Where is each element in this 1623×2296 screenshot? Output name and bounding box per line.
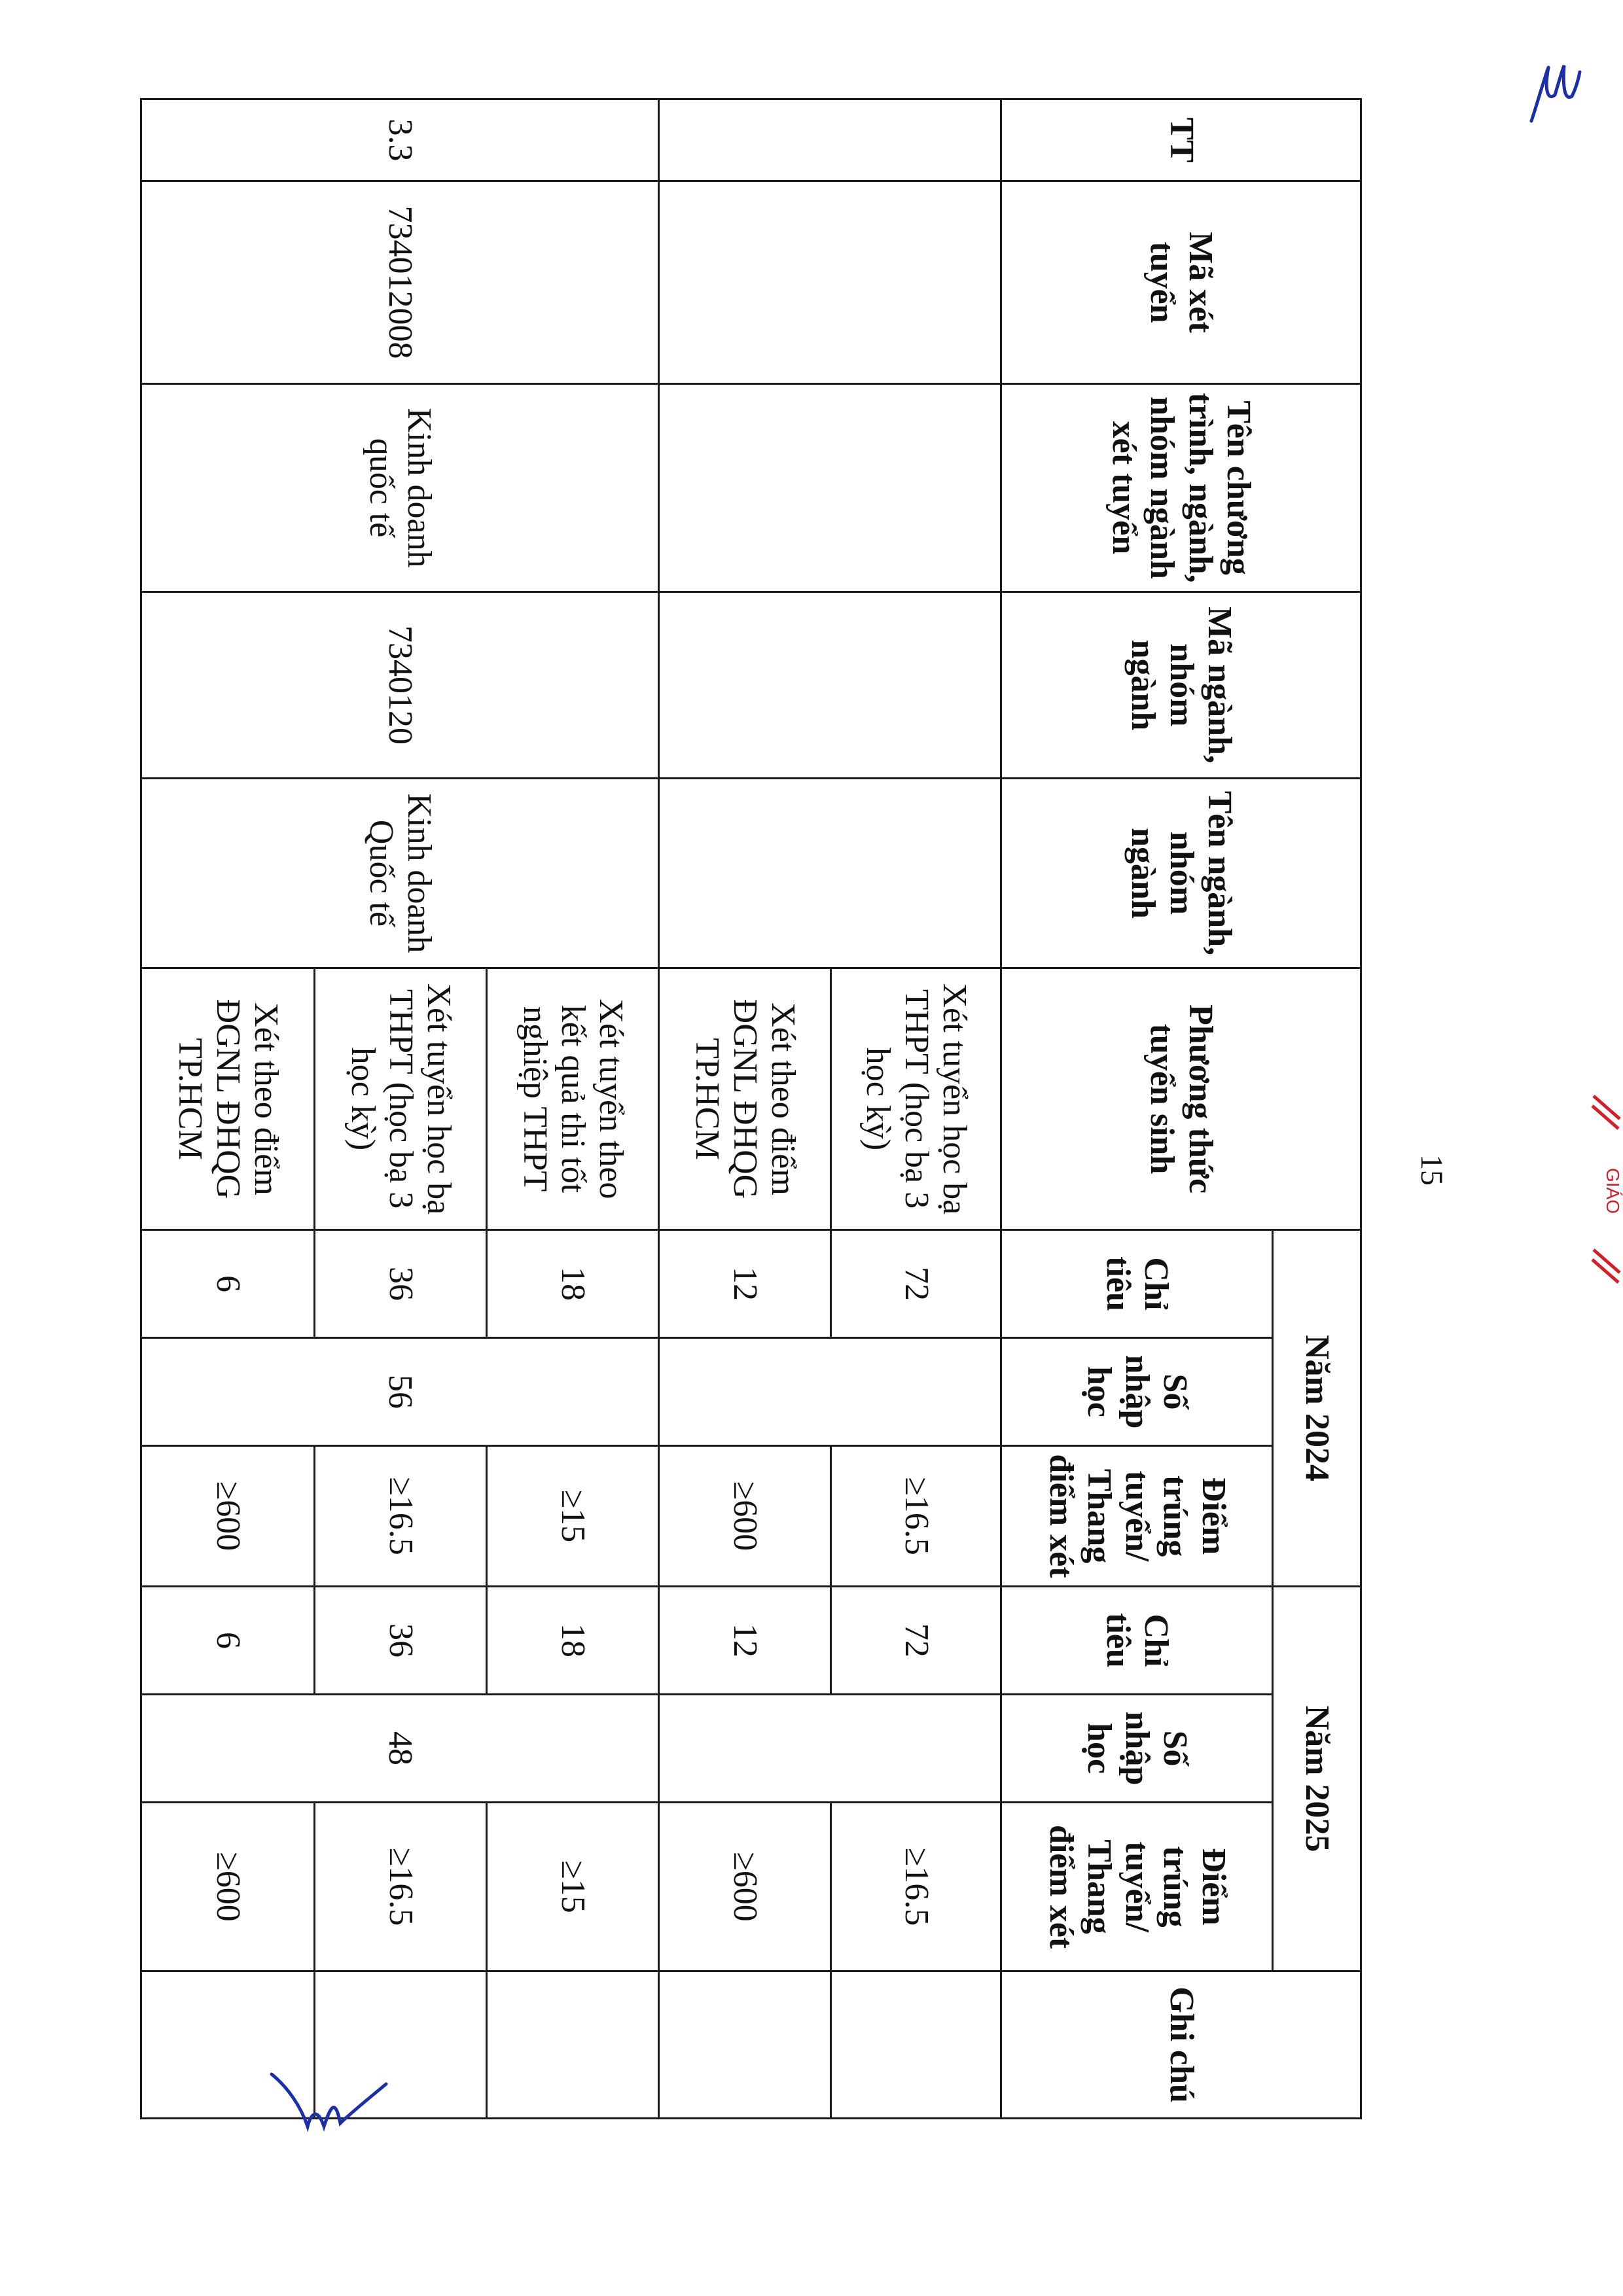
cell-phuong-thuc: Xét tuyển học bạ THPT (học bạ 3 học kỳ) — [831, 968, 1001, 1230]
cell-diem-2025: ≥600 — [659, 1803, 831, 1971]
cell-phuong-thuc: Xét tuyển theo kết quả thi tốt nghiệp THPT — [487, 968, 659, 1230]
header-chi-tieu-2025: Chỉ tiêu — [1001, 1587, 1273, 1695]
cell-diem-2025: ≥16.5 — [315, 1803, 487, 1971]
cell-ten-chuong-trinh-prev — [659, 384, 1001, 592]
cell-diem-2024: ≥16.5 — [315, 1446, 487, 1587]
header-so-nhap-hoc-2024: Số nhập học — [1001, 1338, 1273, 1446]
cell-chi-tieu-2025: 72 — [831, 1587, 1001, 1695]
header-diem-2024: Điểm trúng tuyển/ Thang điểm xét — [1001, 1446, 1273, 1587]
cell-so-nhap-hoc-2025: 48 — [141, 1695, 659, 1803]
cell-tt-prev — [659, 99, 1001, 181]
rotated-table-container — [142, 98, 1362, 2117]
cell-ten-nganh-prev — [659, 779, 1001, 968]
cell-ma-xet-tuyen-prev — [659, 181, 1001, 384]
stamp-text: GIÁO — [1603, 1167, 1623, 1214]
header-ten-nganh: Tên ngành, nhóm ngành — [1001, 779, 1361, 968]
page-number: 15 — [1414, 1154, 1449, 1186]
cell-ma-xet-tuyen: 734012008 — [141, 181, 659, 384]
cell-ten-nganh: Kinh doanh Quốc tế — [141, 779, 659, 968]
cell-diem-2024: ≥16.5 — [831, 1446, 1001, 1587]
header-ma-xet-tuyen: Mã xét tuyển — [1001, 181, 1361, 384]
cell-ten-chuong-trinh: Kinh doanh quốc tế — [141, 384, 659, 592]
cell-chi-tieu-2025: 36 — [315, 1587, 487, 1695]
header-nam-2024: Năm 2024 — [1273, 1230, 1361, 1587]
cell-so-nhap-hoc-2025-prev — [659, 1695, 1001, 1803]
cell-diem-2024: ≥600 — [141, 1446, 315, 1587]
cell-phuong-thuc: Xét theo điểm ĐGNL ĐHQG TP.HCM — [141, 968, 315, 1230]
cell-so-nhap-hoc-2024-prev — [659, 1338, 1001, 1446]
cell-diem-2025: ≥16.5 — [831, 1803, 1001, 1971]
signature-icon — [262, 2061, 393, 2153]
cell-diem-2024: ≥15 — [487, 1446, 659, 1587]
header-ghi-chu: Ghi chú — [1001, 1971, 1361, 2119]
table-row — [487, 99, 659, 2119]
header-diem-2025: Điểm trúng tuyển/ Thang điểm xét — [1001, 1803, 1273, 1971]
admission-table — [140, 98, 1362, 2119]
cell-so-nhap-hoc-2024: 56 — [141, 1338, 659, 1446]
cell-chi-tieu-2025: 6 — [141, 1587, 315, 1695]
cell-chi-tieu-2025: 18 — [487, 1587, 659, 1695]
header-phuong-thuc: Phương thức tuyển sinh — [1001, 968, 1361, 1230]
cell-ma-nganh: 7340120 — [141, 592, 659, 779]
initials-signature-icon — [1525, 56, 1584, 128]
cell-diem-2025: ≥15 — [487, 1803, 659, 1971]
cell-diem-2025: ≥600 — [141, 1803, 315, 1971]
red-stamp-icon — [1587, 1093, 1623, 1289]
cell-diem-2024: ≥600 — [659, 1446, 831, 1587]
cell-chi-tieu-2024: 18 — [487, 1230, 659, 1338]
cell-ghi-chu — [487, 1971, 659, 2119]
cell-chi-tieu-2024: 36 — [315, 1230, 487, 1338]
header-nam-2025: Năm 2025 — [1273, 1587, 1361, 1971]
cell-chi-tieu-2024: 6 — [141, 1230, 315, 1338]
table-row — [831, 99, 1001, 2119]
cell-tt: 3.3 — [141, 99, 659, 181]
cell-ma-nganh-prev — [659, 592, 1001, 779]
header-so-nhap-hoc-2025: Số nhập học — [1001, 1695, 1273, 1803]
cell-ghi-chu — [659, 1971, 831, 2119]
cell-chi-tieu-2024: 12 — [659, 1230, 831, 1338]
cell-phuong-thuc: Xét tuyển học bạ THPT (học bạ 3 học kỳ) — [315, 968, 487, 1230]
header-chi-tieu-2024: Chỉ tiêu — [1001, 1230, 1273, 1338]
cell-chi-tieu-2024: 72 — [831, 1230, 1001, 1338]
cell-chi-tieu-2025: 12 — [659, 1587, 831, 1695]
header-ten-chuong-trinh: Tên chương trình, ngành, nhóm ngành xét tuyển — [1001, 384, 1361, 592]
cell-phuong-thuc: Xét theo điểm ĐGNL ĐHQG TP.HCM — [659, 968, 831, 1230]
cell-ghi-chu — [831, 1971, 1001, 2119]
header-tt: TT — [1001, 99, 1361, 181]
header-ma-nganh: Mã ngành, nhóm ngành — [1001, 592, 1361, 779]
